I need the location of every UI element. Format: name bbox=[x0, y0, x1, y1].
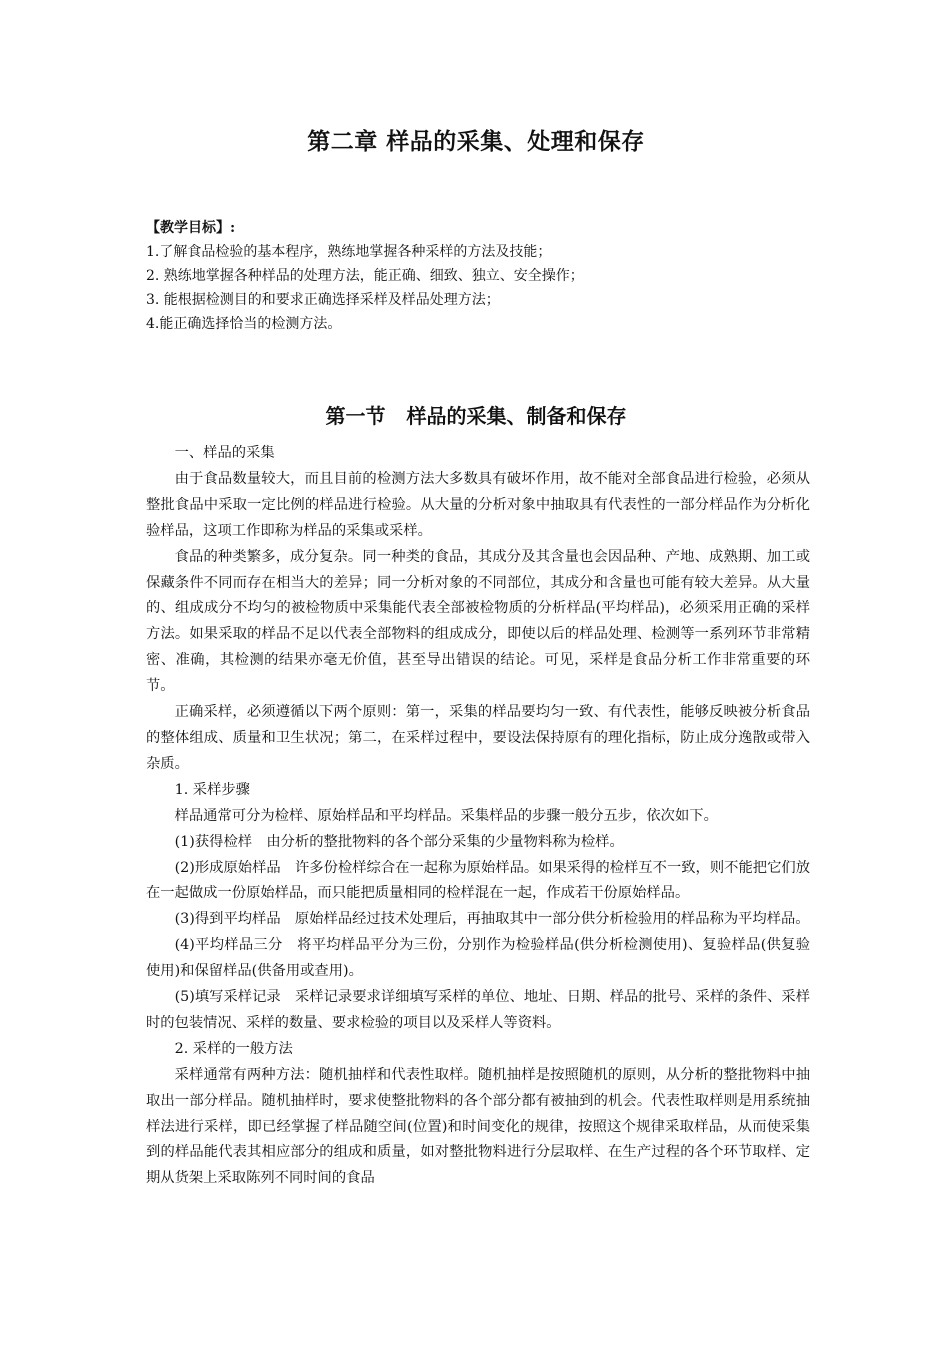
objectives-label: 【教学目标】: bbox=[146, 220, 236, 236]
list-item: (5)填写采样记录 采样记录要求详细填写采样的单位、地址、日期、样品的批号、采样的条件、采样时的包装情况、采样的数量、要求检验的项目以及采样人等资料。 bbox=[146, 989, 810, 1031]
objective-item: 3. 能根据检测目的和要求正确选择采样及样品处理方法； bbox=[146, 292, 500, 308]
section-body bbox=[146, 441, 810, 1192]
chapter-title: 第二章 样品的采集、处理和保存 bbox=[307, 128, 645, 155]
list-item: (3)得到平均样品 原始样品经过技术处理后，再抽取其中一部分供分析检验用的样品称为平均样品。 bbox=[174, 911, 810, 928]
subheading: 1. 采样步骤 bbox=[174, 781, 250, 798]
list-item: (2)形成原始样品 许多份检样综合在一起称为原始样品。如果采得的检样互不一致，则不能把它们放在一起做成一份原始样品，而只能把质量相同的检样混在一起，作成若干份原始样品。 bbox=[146, 859, 810, 902]
subheading: 2. 采样的一般方法 bbox=[174, 1040, 293, 1057]
objective-item: 1.了解食品检验的基本程序，熟练地掌握各种采样的方法及技能； bbox=[146, 244, 552, 260]
section-title: 第一节 样品的采集、制备和保存 bbox=[325, 404, 627, 428]
paragraph: 食品的种类繁多，成分复杂。同一种类的食品，其成分及其含量也会因品种、产地、成熟期、加工或保藏条件不同而存在相当大的差异；同一分析对象的不同部位，其成分和含量也可能有较大差异。从大量的、组成成分不均匀的被检物质中采集能代表全部被检物质的分析样品(平均样品)，必须采用正确的采样方法。如果采取的样品不足以代表全部物料的组成成分，即使以后的样品处理、检测等一系列环节非常精密、准确，其检测的结果亦毫无价值，甚至导出错误的结论。可见，采样是食品分析工作非常重要的环节。 bbox=[146, 548, 810, 695]
subheading: 一、样品的采集 bbox=[174, 445, 275, 461]
paragraph: 采样通常有两种方法：随机抽样和代表性取样。随机抽样是按照随机的原则，从分析的整批物料中抽取出一部分样品。随机抽样时，要求使整批物料的各个部分都有被抽到的机会。代表性取样则是用系统抽样法进行采样，即已经掌握了样品随空间(位置)和时间变化的规律，按照这个规律采取样品，从而使采集到的样品能代表其相应部分的组成和质量，如对整批物料进行分层取样、在生产过程的各个环节取样、定期从货架上采取陈列不同时间的食品 bbox=[146, 1066, 810, 1187]
list-item: (4)平均样品三分 将平均样品平分为三份，分别作为检验样品(供分析检测使用)、复验样品(供复验使用)和保留样品(供备用或查用)。 bbox=[146, 937, 810, 980]
objective-item: 4.能正确选择恰当的检测方法。 bbox=[146, 316, 342, 332]
teaching-objectives bbox=[146, 216, 816, 336]
paragraph: 样品通常可分为检样、原始样品和平均样品。采集样品的步骤一般分五步，依次如下。 bbox=[174, 807, 718, 824]
paragraph: 由于食品数量较大，而且目前的检测方法大多数具有破坏作用，故不能对全部食品进行检验，必须从整批食品中采取一定比例的样品进行检验。从大量的分析对象中抽取具有代表性的一部分样品作为分析化验样品，这项工作即称为样品的采集或采样。 bbox=[146, 470, 810, 539]
objective-item: 2. 熟练地掌握各种样品的处理方法，能正确、细致、独立、安全操作； bbox=[146, 268, 584, 284]
list-item: (1)获得检样 由分析的整批物料的各个部分采集的少量物料称为检样。 bbox=[174, 833, 624, 850]
paragraph: 正确采样，必须遵循以下两个原则：第一，采集的样品要均匀一致、有代表性，能够反映被分析食品的整体组成、质量和卫生状况；第二，在采样过程中，要设法保持原有的理化指标，防止成分逸散或带入杂质。 bbox=[146, 704, 810, 772]
